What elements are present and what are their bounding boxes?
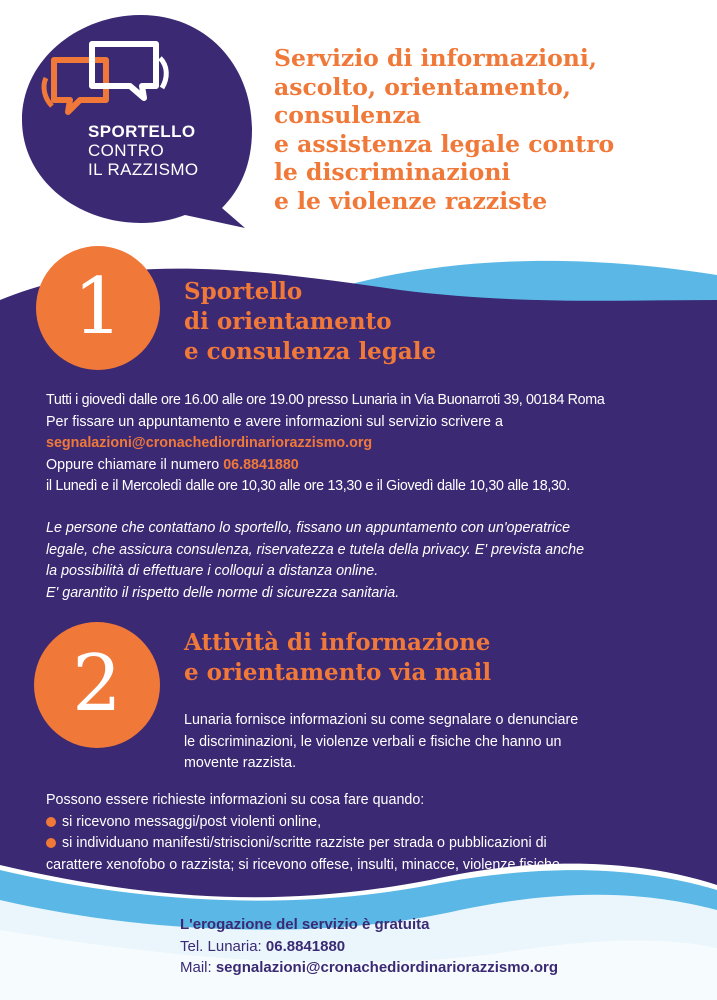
hero-title-line: e assistenza legale contro [274, 129, 615, 158]
section-2-intro [184, 710, 694, 775]
section-2-title-line: Attività di informazione [184, 629, 491, 656]
intro-line: movente razzista. [184, 755, 297, 771]
when-text: Possono essere richieste informazioni su cosa fare quando: [46, 792, 425, 808]
intro-line: Lunaria fornisce informazioni su come segnalare o denunciare [184, 712, 579, 728]
section-1-info [46, 390, 696, 498]
email-link[interactable]: segnalazioni@cronachediordinariorazzismo.org [46, 435, 373, 451]
phone-link[interactable]: 06.8841880 [223, 456, 299, 473]
logo-text [88, 122, 199, 179]
footer-phone-link[interactable]: 06.8841880 [265, 937, 346, 955]
section-2-title [184, 628, 704, 688]
bullet-text: si ricevono messaggi/post violenti online, [62, 813, 322, 830]
hero-title-line: ascolto, orientamento, [274, 72, 571, 101]
section-2-title-line: e orientamento via mail [184, 659, 492, 686]
tel-label: Tel. Lunaria: [180, 937, 266, 955]
bullet-dot-icon [46, 838, 56, 848]
section-1-italic [46, 518, 706, 604]
mail-label: Mail: [180, 959, 216, 976]
hero-title-line: le discriminazioni [274, 158, 511, 187]
logo-faces-icon [40, 38, 170, 124]
hero-title-line: Servizio di informazioni, [274, 44, 597, 72]
section-1-title [184, 277, 684, 367]
hero-title-line: consulenza [274, 101, 421, 130]
phone-hours-text: il Lunedì e il Mercoledì dalle ore 10,30 alle ore 13,30 e il Giovedì dalle 10,30 alle 18,30. [46, 478, 570, 494]
section-2-number: 2 [72, 639, 122, 729]
italic-line: la possibilità di effettuare i colloqui a distanza online. [46, 563, 379, 579]
footer [180, 914, 558, 979]
appointment-text: Per fissare un appuntamento e avere informazioni sul servizio scrivere a [46, 413, 503, 430]
intro-line: le discriminazioni, le violenze verbali e fisiche che hanno un [184, 733, 562, 750]
bullet-text-continued: carattere xenofobo o razzista; si ricevono offese, insulti, minacce, violenze fisiche. [46, 856, 564, 873]
italic-line: E' garantito il rispetto delle norme di sicurezza sanitaria. [46, 584, 400, 601]
italic-line: legale, che assicura consulenza, riservatezza e tutela della privacy. E' prevista anche [46, 541, 585, 558]
section-1-title-line: Sportello [184, 278, 303, 305]
hero-title [274, 44, 704, 216]
bullet-dot-icon [46, 817, 56, 827]
italic-line: Le persone che contattano lo sportello, fissano un appuntamento con un'operatrice [46, 520, 571, 536]
section-1-title-line: e consulenza legale [184, 338, 437, 365]
free-service-text: L'erogazione del servizio è gratuita [180, 916, 430, 933]
hero-title-line: e le violenze razziste [274, 186, 548, 215]
phone-prefix: Oppure chiamare il numero [46, 456, 224, 473]
bullet-item [46, 833, 706, 855]
section-1-title-line: di orientamento [184, 308, 392, 335]
bullet-text: si individuano manifesti/striscioni/scritte razziste per strada o pubblicazioni di [62, 835, 547, 851]
bullet-item [46, 812, 706, 834]
footer-email-link[interactable]: segnalazioni@cronachediordinariorazzismo.org [215, 959, 559, 976]
section-2-list [46, 790, 706, 876]
logo-line-1: SPORTELLO [88, 122, 196, 141]
section-1-number: 1 [73, 262, 123, 352]
logo-line-3: IL RAZZISMO [88, 160, 199, 179]
logo-line-2: CONTRO [88, 141, 165, 160]
schedule-text: Tutti i giovedì dalle ore 16.00 alle ore 19.00 presso Lunaria in Via Buonarroti 39, 00184 Roma [46, 392, 605, 408]
